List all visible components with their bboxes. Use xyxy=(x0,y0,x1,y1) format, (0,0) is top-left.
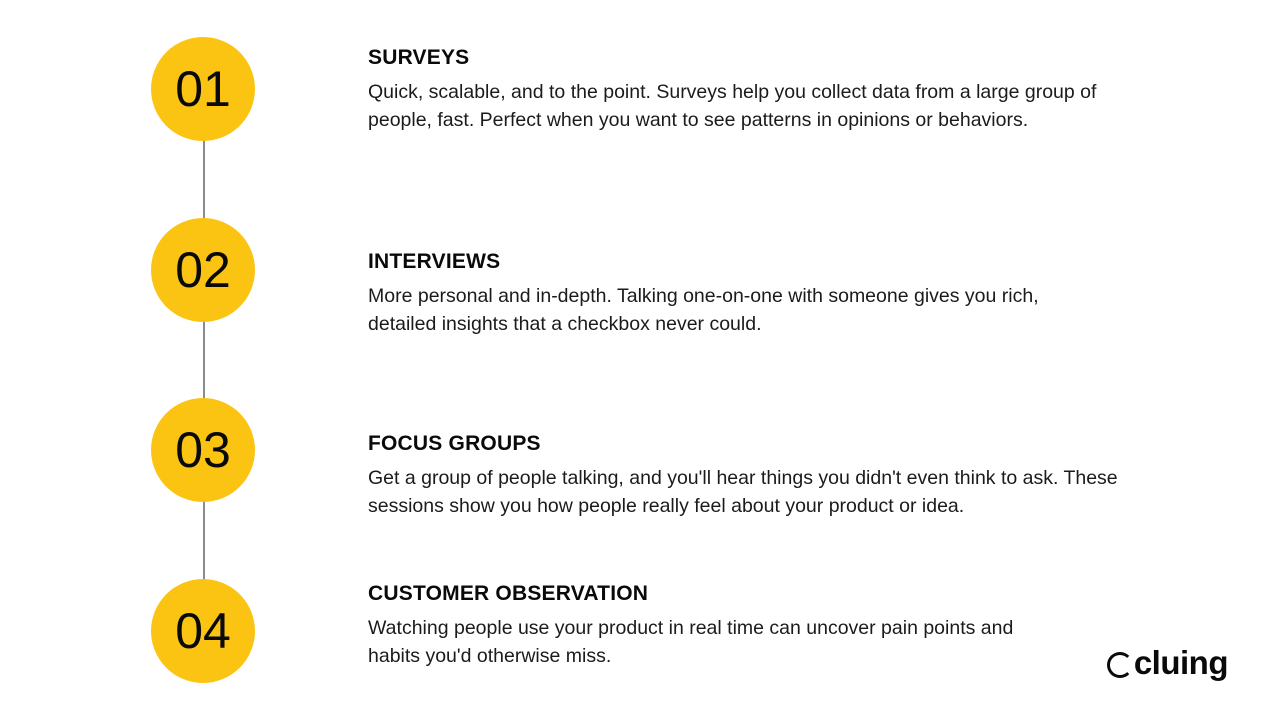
step-badge-02 xyxy=(151,218,255,322)
step-content-03 xyxy=(368,432,1188,520)
brand-logo xyxy=(1107,644,1228,682)
step-number-04: 04 xyxy=(175,603,231,659)
step-description-04: Watching people use your product in real time can uncover pain points and habits you'd otherwise miss. xyxy=(368,617,1014,667)
step-title-03: FOCUS GROUPS xyxy=(368,432,541,455)
step-description-02: More personal and in-depth. Talking one-on-one with someone gives you rich, detailed insights that a checkbox never could. xyxy=(368,285,1039,335)
step-title-01: SURVEYS xyxy=(368,46,470,69)
step-badge-04 xyxy=(151,579,255,683)
timeline-connector-line xyxy=(203,90,205,635)
step-description-01: Quick, scalable, and to the point. Surveys help you collect data from a large group of people, fast. Perfect when you want to see patterns in opinions or behaviors. xyxy=(368,81,1097,131)
step-number-01: 01 xyxy=(175,61,231,117)
brand-logo-text: cluing xyxy=(1133,644,1228,681)
step-number-03: 03 xyxy=(175,422,231,478)
step-number-02: 02 xyxy=(175,242,231,298)
step-content-01 xyxy=(368,46,1128,134)
logo-circle-icon xyxy=(1107,652,1133,678)
step-badge-01 xyxy=(151,37,255,141)
step-content-02 xyxy=(368,250,1068,338)
step-title-02: INTERVIEWS xyxy=(368,250,501,273)
step-content-04 xyxy=(368,582,1068,670)
step-badge-03 xyxy=(151,398,255,502)
step-title-04: CUSTOMER OBSERVATION xyxy=(368,582,649,605)
step-description-03: Get a group of people talking, and you'll hear things you didn't even think to ask. These sessions show you how people really feel about your product or idea. xyxy=(368,467,1118,517)
